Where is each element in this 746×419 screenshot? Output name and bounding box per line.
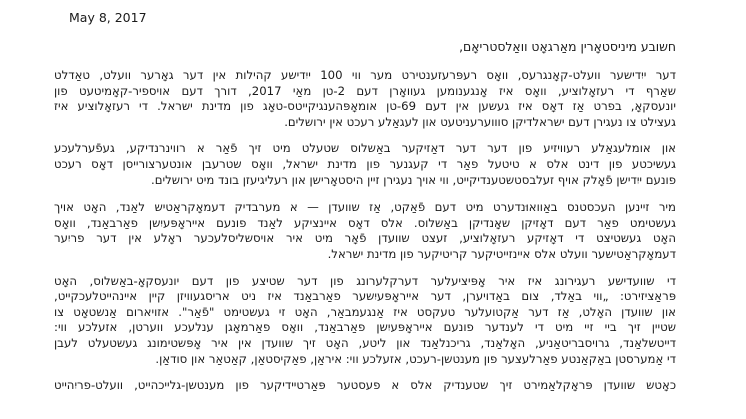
paragraph-2 (54, 141, 676, 188)
paragraph-line: שטיין זיך ביי זיי מיט די לענדער פונעם אייראָפּעיִשן פאַרבאַנד, וואָס פאַרמאָגן ענלעכע ווערטן, אזעלכע ווי: (54, 320, 676, 335)
paragraph-3 (54, 200, 676, 262)
paragraph-line: דייטשלאַנד, גרויסבריטאַניע, האָלאַנד, גריכנלאַנד און ליטע, האָט זיך שוועדן אין איר אָפּשטימונג געשטעלט לעבן (54, 335, 676, 350)
paragraph-line: געשיכטע פון דינט אלס א טיטעל פאַר די קעגנער פון מדינת ישראל, וואָס שטרעבן אונטערצורייסן דאָס רעכט (54, 156, 676, 171)
paragraph-line: דעמאָקראַטישער וועלט אלס איינזייטיקער קריטיקער פון מדינת ישראל. (327, 246, 676, 261)
paragraph-line: האָט געשטיצט די דאָזיקע רעזאָלוציע, זעצט שוועדן פֿאָר מיט איר אויסשליסלעכער ראָלע אין דער פריִער (54, 231, 676, 246)
salutation: חשובע מיניסטאָרין מאַרגאָט וואַלסטריאָם, (459, 39, 676, 54)
paragraph-line: דער ייִדישער וועלט-קאָנגרעס, וואָס רעפּרעזענטירט מער ווי 100 ייִדישע קהילות אין דער גאָרער וועלט, טאַדלט (54, 68, 676, 82)
paragraph-line: געצילט צו נעגירן דעם ישראלדיקן סוווערעניטעט און לעגאַלע רעכט אין ירושלים. (284, 114, 676, 129)
paragraph-4 (54, 274, 676, 368)
paragraph-line: פּראַציזירט: „ווי באַלד, צום באַדויערן, דער אייראָפּעיִשער פאַרבאַנד איז ניט אריסגעוויזן קיין איינהייטלעכקייט, (54, 289, 676, 304)
letter-body (54, 38, 676, 405)
paragraph-line: יונעסקאָ, בפרט אַז דאָס איז געשען אין דעם 69-טן אומאָפּהענגיקייטס-טאָג פון מדינת ישראל. די רעזאָלוציע איז (54, 99, 676, 114)
paragraph-line: און שוועדן האָלט, אַז דער אַקטועלער טעקסט איז אַנגעמבאַר, האָט זי געשטימט "פֿאַר". אזויארום אַנשטאָט צו (54, 304, 676, 319)
paragraph-line: די שוועדישע רעגירונג איז איר אָפּיציעלער דערקלערונג פון דער שטיצע פון דעם יונעסקאָ-באַשלוס, האָט (54, 273, 676, 288)
paragraph-line: די אַמערסטן באַקאַנטע פאַרלעצער פון מענטשן-רעכט, אזעלכע ווי: איראַן, פאַקיסטאַן, קאַטאַר און סודאַן. (155, 351, 676, 366)
paragraph-line: געשטימט פאַר דעם דאָזיקן שאָנדיקן באַשלוס. אלס דאָס איינציקע לאַנד פונעם אייראָפּעיִשן פאַרבאַנד, וואָס (54, 215, 676, 230)
letter-date: May 8, 2017 (69, 10, 147, 25)
paragraph-line: און אומלעגאַלע רעוויזיע פון דער דער דאַזיקער באַשלוס שטעלט מיט זיך פֿאַר א רווינרנדיקע, געפֿערלעכע (54, 141, 676, 156)
paragraph-line: פונעם ייִדישן פֿאָלק אויף זעלבסטשטענדיקייט, ווי אויך נעגירן זיין היסטאָרישן און רעליגיעזן בונד מיט ירושלים. (151, 172, 676, 187)
paragraph-5 (54, 378, 676, 394)
paragraph-line: שאַרף די רעזאָלוציע, וואָס איז אָנגענומען געוואָרן דעם 2-טן מאַי 2017, דורך דעם אויספיר-קאָמיטעט פון (54, 83, 676, 98)
paragraph-1 (54, 68, 676, 130)
paragraph-line: מיר זיינען העכסטנס באַוואוּנדערט מיט דעם פֿאַקט, אַז שוועדן — א מערבדיק דעמאָקראַטיש לאַנד, האָט אויך (54, 200, 676, 215)
paragraph-line: כאָטש שוועדן פּראָקלאַמירט זיך שטענדיק אלס א פעסטער פּאַרטיידיקער פון מענטשן-גלייכהייט, וועלט-פריִהייט (54, 378, 676, 393)
